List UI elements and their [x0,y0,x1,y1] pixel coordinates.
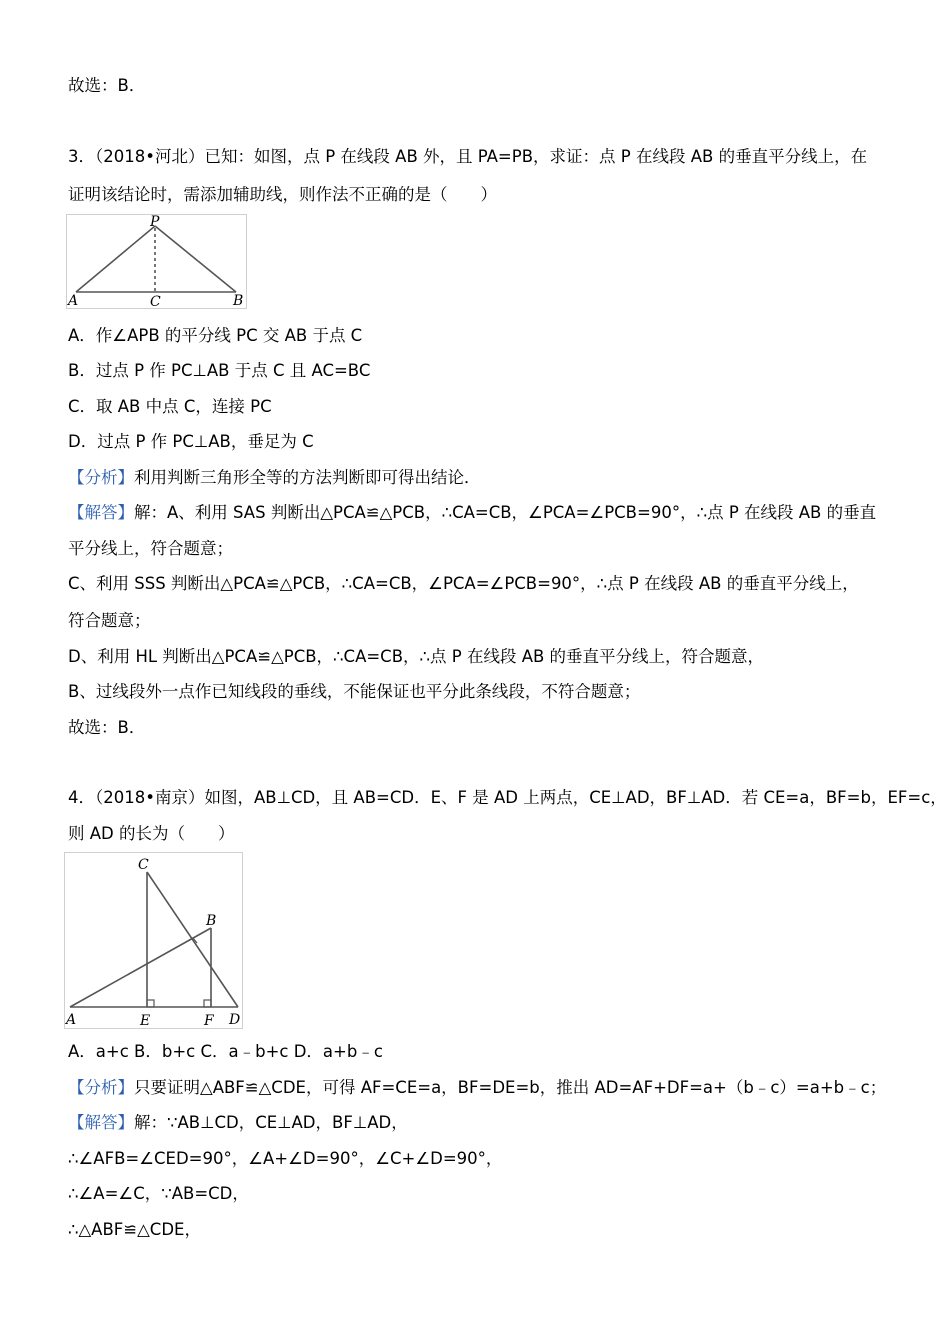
segment-cd [147,872,238,1007]
answer-line: 故选：B． [68,76,146,95]
q3-solution: D、利用 HL 判断出△PCA≌△PCB，∴CA=CB，∴点 P 在线段 AB 的垂直平分线上，符合题意， [68,647,765,666]
q4-solution: ∴∠A=∠C，∵AB=CD， [68,1184,249,1203]
q4-options: A．a+c B．b+c C．a﹣b+c D．a+b﹣c [68,1042,383,1061]
answer-line: 故选：B． [68,718,146,737]
q4-stem: 则 AD 的长为（ ） [68,824,235,843]
q3-solution: B、过线段外一点作已知线段的垂线，不能保证也平分此条线段，不符合题意； [68,682,641,701]
option-c: C．取 AB 中点 C，连接 PC [68,397,272,416]
analysis-tag: 【分析】 [68,468,134,487]
label-a: A [68,293,79,309]
q3-stem: 3．（2018•河北）已知：如图，点 P 在线段 AB 外，且 PA=PB，求证：点 P 在线段 AB 的垂直平分线上，在 [68,147,868,166]
segment-pb [155,226,236,292]
analysis-tag: 【分析】 [68,1078,134,1097]
q4-stem: 4．（2018•南京）如图，AB⊥CD，且 AB=CD．E、F 是 AD 上两点，CE⊥AD，BF⊥AD．若 CE=a，BF=b，EF=c， [68,788,947,807]
q3-solution: 平分线上，符合题意； [68,539,233,558]
q4-analysis [68,1076,886,1100]
label-c: C [150,294,161,310]
right-angle-f [204,1000,211,1007]
option-d: D．过点 P 作 PC⊥AB，垂足为 C [68,432,314,451]
label-c: C [138,857,149,873]
option-a: A．作∠APB 的平分线 PC 交 AB 于点 C [68,326,363,345]
right-angle-e [147,1000,154,1007]
q3-solution [68,501,876,525]
analysis-text: 利用判断三角形全等的方法判断即可得出结论． [134,468,481,487]
option-b: B．过点 P 作 PC⊥AB 于点 C 且 AC=BC [68,361,371,380]
q4-solution: ∴△ABF≌△CDE， [68,1220,201,1239]
label-a: A [66,1012,77,1028]
analysis-text: 只要证明△ABF≌△CDE，可得 AF=CE=a，BF=DE=b，推出 AD=AF+DF=a+（b﹣c）=a+b﹣c； [134,1078,887,1097]
q4-figure [64,852,246,1032]
q3-analysis [68,466,481,490]
segment-pa [76,226,155,292]
solution-text: 解：∵AB⊥CD，CE⊥AD，BF⊥AD， [134,1113,408,1132]
q4-solution: ∴∠AFB=∠CED=90°，∠A+∠D=90°，∠C+∠D=90°， [68,1149,503,1168]
q4-solution [68,1111,408,1135]
label-b: B [206,913,217,929]
label-d: D [229,1012,241,1028]
label-p: P [150,214,160,230]
solution-tag: 【解答】 [68,1113,134,1132]
q3-stem: 证明该结论时，需添加辅助线，则作法不正确的是（ ） [68,185,497,204]
q3-solution: 符合题意； [68,611,151,630]
solution-tag: 【解答】 [68,503,134,522]
label-f: F [204,1013,214,1029]
label-e: E [140,1013,151,1029]
q3-solution: C、利用 SSS 判断出△PCA≌△PCB，∴CA=CB，∠PCA=∠PCB=90°，∴点 P 在线段 AB 的垂直平分线上， [68,574,859,593]
label-b: B [233,293,244,309]
q3-figure [66,214,248,310]
solution-text: 解：A、利用 SAS 判断出△PCA≌△PCB，∴CA=CB，∠PCA=∠PCB=90°，∴点 P 在线段 AB 的垂直 [134,503,877,522]
